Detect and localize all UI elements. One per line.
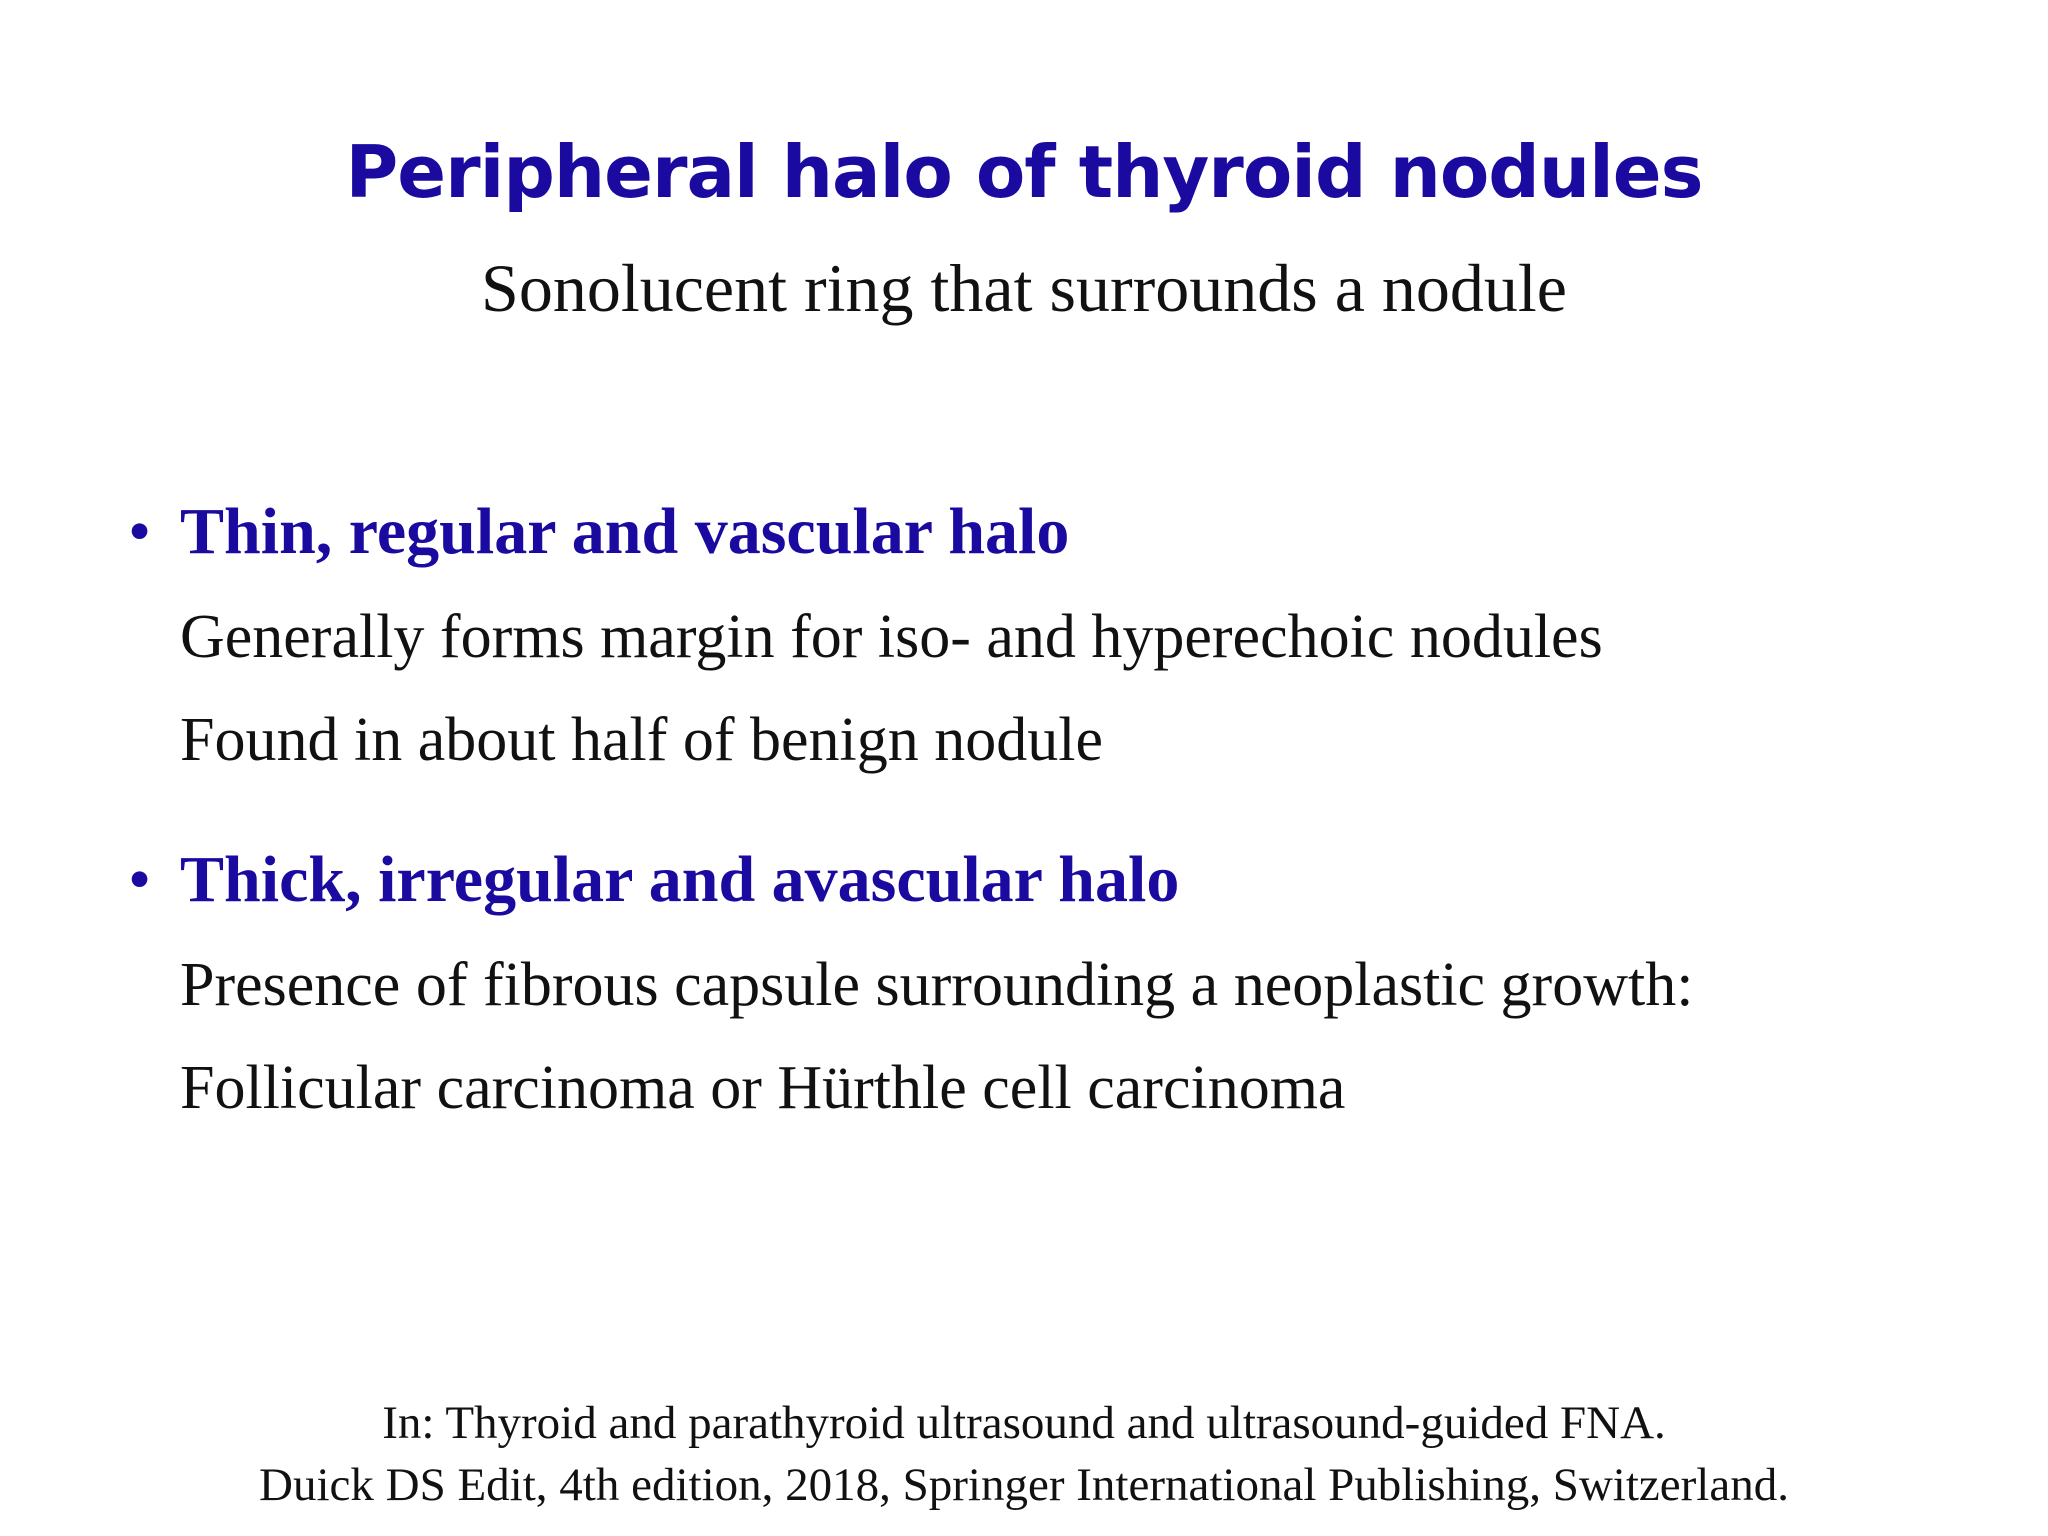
citation [0,1392,2048,1516]
slide-subtitle: Sonolucent ring that surrounds a nodule [481,250,1567,326]
bullet-thick-halo [128,840,2008,1140]
bullet-thin-halo [128,492,2008,792]
slide-title: Peripheral halo of thyroid nodules [345,130,1703,214]
bullet-heading: Thin, regular and vascular halo [180,495,1070,568]
bullet-detail: Found in about half of benign nodule [180,706,1103,774]
bullet-marker: • [128,495,152,568]
bullet-heading-row [128,492,2008,572]
citation-line: Duick DS Edit, 4th edition, 2018, Springer International Publishing, Switzerland. [259,1459,1789,1511]
bullet-heading-row [128,840,2008,920]
bullet-detail: Presence of fibrous capsule surrounding a neoplastic growth: [180,951,1694,1019]
citation-line: In: Thyroid and parathyroid ultrasound and ultrasound-guided FNA. [382,1397,1666,1449]
bullet-heading: Thick, irregular and avascular halo [180,843,1180,916]
bullet-marker: • [128,843,152,916]
bullet-detail: Generally forms margin for iso- and hyperechoic nodules [180,603,1603,671]
bullet-detail: Follicular carcinoma or Hürthle cell carcinoma [180,1054,1346,1122]
